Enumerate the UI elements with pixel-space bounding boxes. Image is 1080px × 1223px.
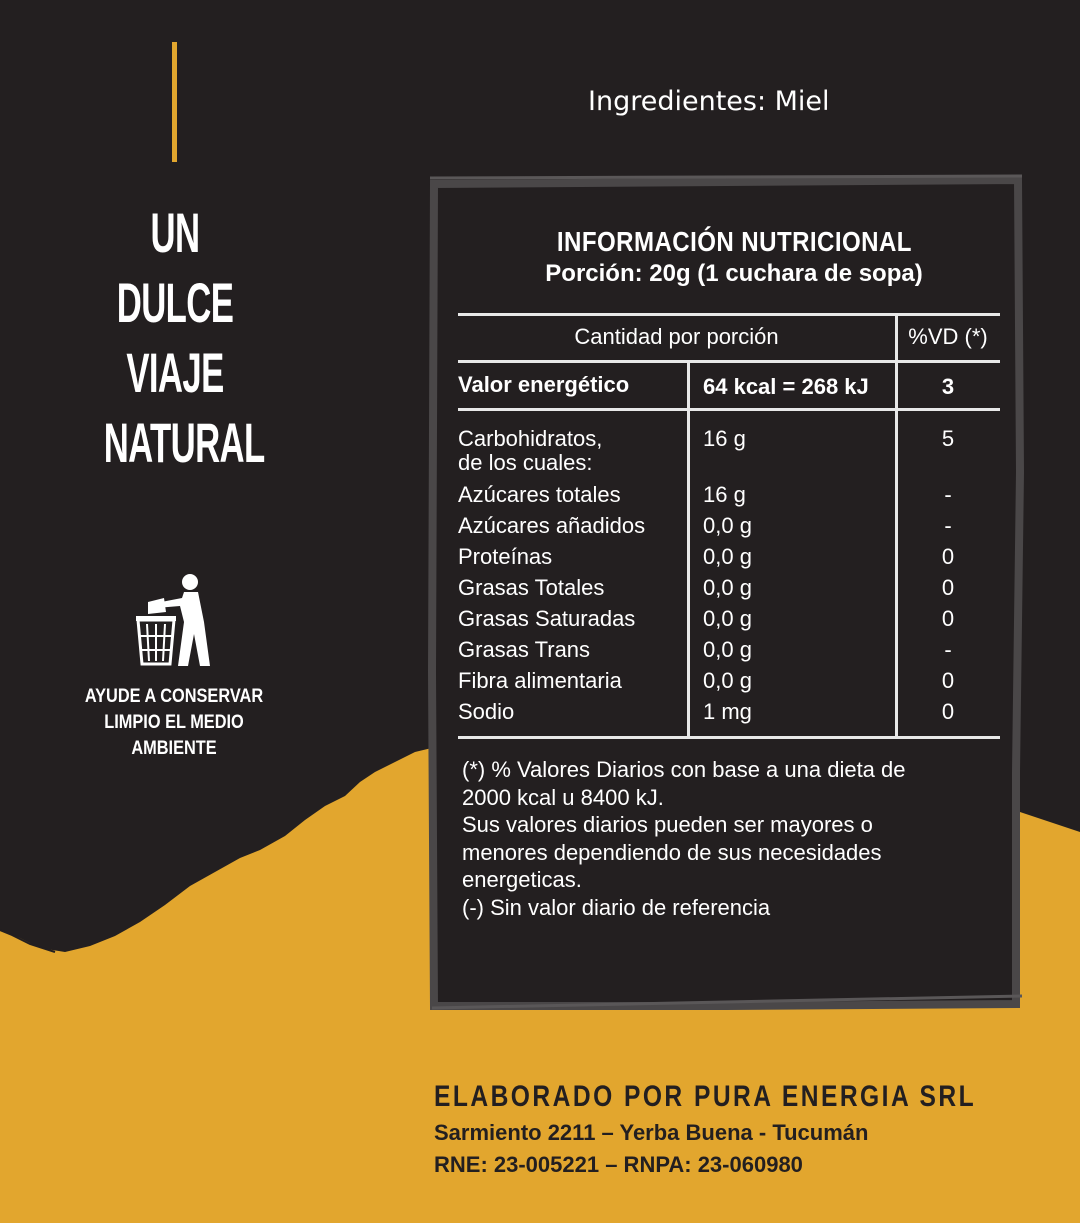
- table-rule-energy: [458, 408, 1000, 411]
- nutrient-name: Proteínas: [458, 544, 553, 569]
- nutrient-name-cont: de los cuales:: [458, 450, 593, 475]
- header-quantity: Cantidad por porción: [574, 324, 779, 349]
- nutrient-name: Sodio: [458, 699, 515, 724]
- recycle-line-3: AMBIENTE: [131, 738, 217, 759]
- nutrient-amount: 0,0 g: [703, 544, 752, 569]
- footnote-line: Sus valores diarios pueden ser mayores o: [462, 812, 873, 837]
- nutrient-vd: -: [944, 513, 952, 538]
- nutrient-name: Azúcares añadidos: [458, 513, 646, 538]
- maker-info: [434, 1080, 1080, 1178]
- nutrient-amount: 0,0 g: [703, 575, 752, 600]
- nutrient-vd: -: [944, 482, 952, 507]
- energy-name: Valor energético: [458, 372, 630, 397]
- nutrient-amount: 0,0 g: [703, 668, 752, 693]
- table-divider-amount: [687, 360, 690, 739]
- slogan-line-3: NATURAL: [103, 411, 265, 474]
- slogan: [103, 198, 265, 478]
- nutrient-name: Grasas Trans: [458, 637, 591, 662]
- footnote-line: energeticas.: [462, 867, 582, 892]
- portion-text: Porción: 20g (1 cuchara de sopa): [545, 260, 923, 287]
- nutrient-amount: 0,0 g: [703, 513, 752, 538]
- recycle-message: [59, 684, 289, 762]
- nutrition-title: [434, 226, 1034, 258]
- maker-registry: RNE: 23-005221 – RNPA: 23-060980: [434, 1152, 803, 1177]
- table-rule-header: [458, 360, 1000, 363]
- footnote-line: 2000 kcal u 8400 kJ.: [462, 784, 664, 810]
- maker-address: Sarmiento 2211 – Yerba Buena - Tucumán: [434, 1120, 869, 1145]
- nutrient-amount: 0,0 g: [703, 606, 752, 631]
- slogan-line-1: UN DULCE: [116, 201, 234, 334]
- nutrient-amount: 1 mg: [703, 699, 752, 724]
- nutrient-name: Grasas Totales: [458, 575, 605, 600]
- nutrient-name: Azúcares totales: [458, 482, 621, 507]
- nutrient-vd: 0: [941, 544, 955, 569]
- footnote-line: menores dependiendo de sus necesidades: [462, 839, 882, 865]
- recycle-line-2: LIMPIO EL MEDIO: [104, 712, 244, 733]
- nutrient-name: Carbohidratos,: [458, 426, 603, 451]
- nutrient-vd: -: [944, 637, 952, 662]
- recycle-line-1: AYUDE A CONSERVAR: [84, 686, 264, 707]
- footnote-line: (*) % Valores Diarios con base a una dieta de: [462, 757, 906, 782]
- nutrient-name: Grasas Saturadas: [458, 606, 636, 631]
- nutrient-amount: 0,0 g: [703, 637, 752, 662]
- table-rule-bottom: [458, 736, 1000, 739]
- nutrient-amount: 16 g: [703, 426, 746, 451]
- nutrient-vd: 0: [941, 575, 955, 600]
- footnote-line: (-) Sin valor diario de referencia: [462, 894, 771, 920]
- footnotes: [462, 756, 1002, 921]
- nutrient-amount: 16 g: [703, 482, 746, 507]
- ingredients: Ingredientes: Miel: [588, 86, 830, 117]
- energy-amount: 64 kcal = 268 kJ: [703, 374, 869, 399]
- person-trash-can-icon: [134, 572, 214, 668]
- maker-name: ELABORADO POR PURA ENERGIA SRL: [434, 1080, 977, 1113]
- nutrient-vd: 5: [941, 426, 955, 451]
- energy-vd: 3: [941, 374, 955, 399]
- table-rule-top: [458, 313, 1000, 316]
- nutrient-vd: 0: [941, 606, 955, 631]
- slogan-line-2: VIAJE: [126, 341, 224, 404]
- nutrient-vd: 0: [941, 699, 955, 724]
- accent-line: [172, 42, 177, 162]
- nutrition-title-text: INFORMACIÓN NUTRICIONAL: [556, 226, 912, 257]
- nutrient-vd: 0: [941, 668, 955, 693]
- nutrient-name: Fibra alimentaria: [458, 668, 622, 693]
- header-vd: %VD (*): [908, 324, 988, 349]
